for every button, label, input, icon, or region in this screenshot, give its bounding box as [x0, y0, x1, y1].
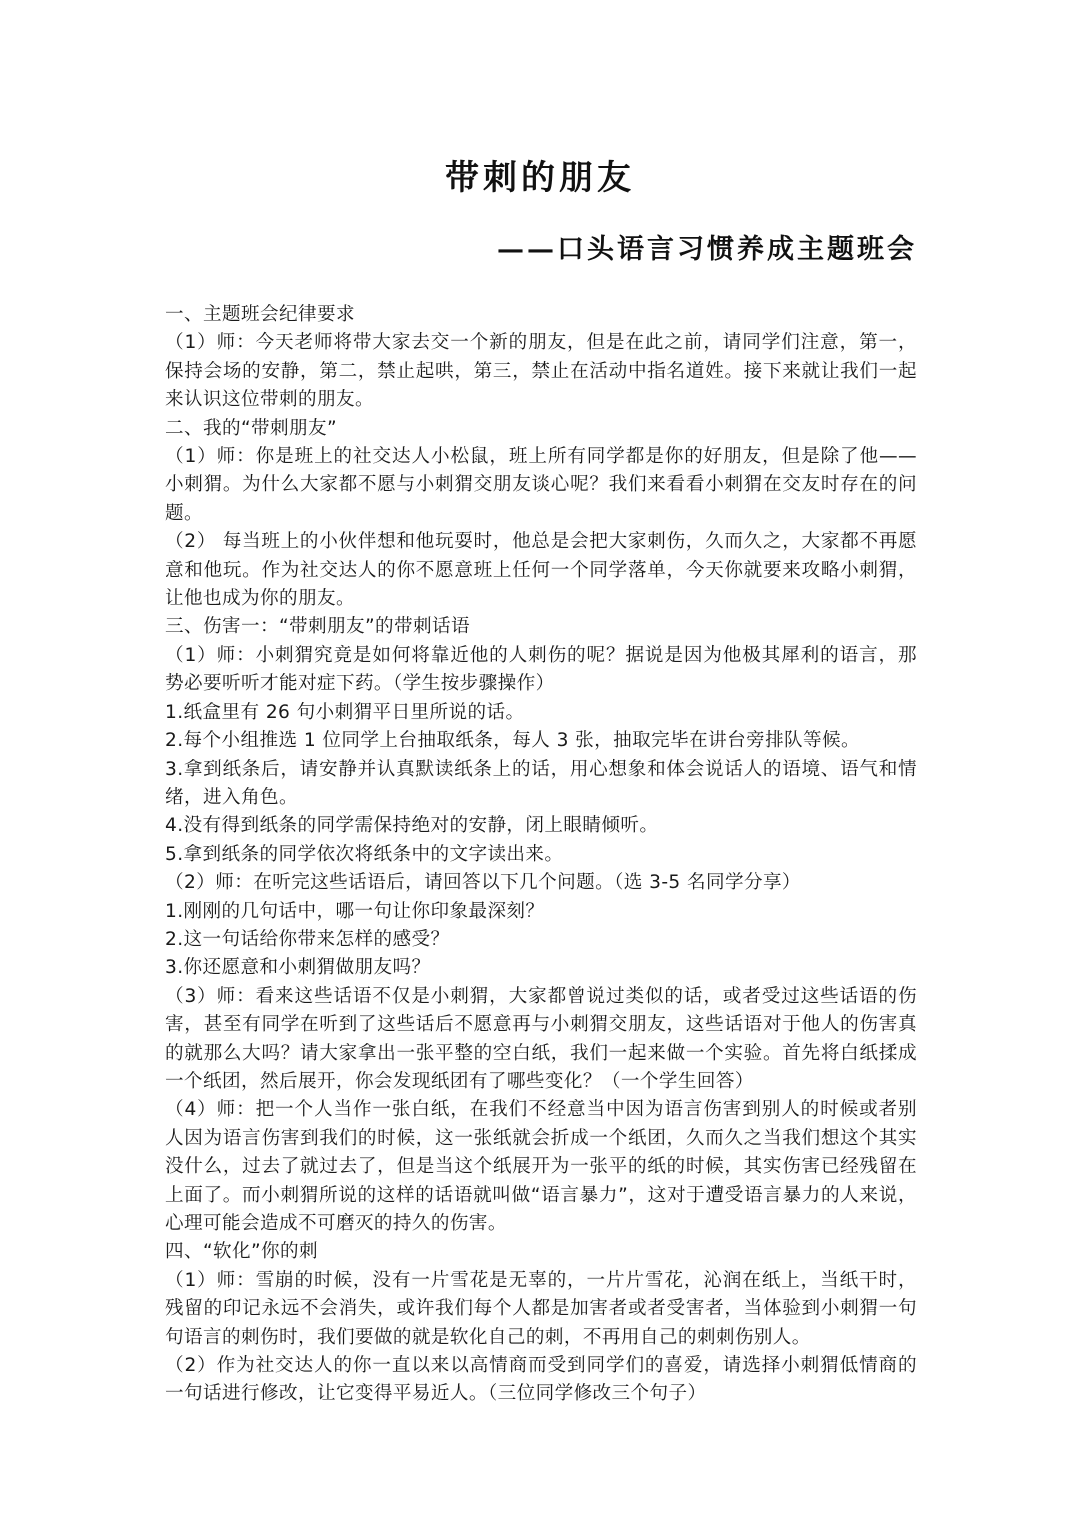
- paragraph: （4）师：把一个人当作一张白纸，在我们不经意当中因为语言伤害到别人的时候或者别人因为语言伤害到我们的时候，这一张纸就会折成一个纸团，久而久之当我们想这个其实没什么，过去了就过去了，但是当这个纸展开为一张平的纸的时候，其实伤害已经残留在上面了。而小刺猬所说的这样的话语就叫做“语言暴力”，这对于遭受语言暴力的人来说，心理可能会造成不可磨灭的持久的伤害。: [165, 1099, 917, 1234]
- list-item: 2.这一句话给你带来怎样的感受？: [165, 928, 450, 950]
- list-item: 2.每个小组推选 1 位同学上台抽取纸条，每人 3 张，抽取完毕在讲台旁排队等候。: [165, 730, 861, 752]
- paragraph: （2） 每当班上的小伙伴想和他玩耍时，他总是会把大家刺伤，久而久之，大家都不再愿意和他玩。作为社交达人的你不愿意班上任何一个同学落单，今天你就要来攻略小刺猬，让他也成为你的朋友。: [165, 531, 917, 610]
- paragraph: （1）师：今天老师将带大家去交一个新的朋友，但是在此之前，请同学们注意，第一，保持会场的安静，第二，禁止起哄，第三，禁止在活动中指名道姓。接下来就让我们一起来认识这位带刺的朋友。: [165, 332, 917, 411]
- list-item: 1.刚刚的几句话中，哪一句让你印象最深刻？: [165, 900, 545, 922]
- paragraph: （1）师：小刺猬究竟是如何将靠近他的人刺伤的呢？据说是因为他极其犀利的语言，那势必要听听才能对症下药。（学生按步骤操作）: [165, 644, 917, 695]
- paragraph: （2）师：在听完这些话语后，请回答以下几个问题。（选 3-5 名同学分享）: [165, 872, 801, 894]
- paragraph: （1）师：你是班上的社交达人小松鼠，班上所有同学都是你的好朋友，但是除了他——小刺猬。为什么大家都不愿与小刺猬交朋友谈心呢？我们来看看小刺猬在交友时存在的问题。: [165, 446, 917, 524]
- document-title: 带刺的朋友: [445, 158, 635, 198]
- paragraph: （1）师：雪崩的时候，没有一片雪花是无辜的，一片片雪花，沁润在纸上，当纸干时，残留的印记永远不会消失，或许我们每个人都是加害者或者受害者，当体验到小刺猬一句句语言的刺伤时，我们要做的就是软化自己的刺，不再用自己的刺刺伤别人。: [165, 1269, 917, 1348]
- paragraph: （2）作为社交达人的你一直以来以高情商而受到同学们的喜爱，请选择小刺猬低情商的一句话进行修改，让它变得平易近人。（三位同学修改三个句子）: [165, 1355, 917, 1405]
- document-body: [165, 301, 917, 1409]
- document-subtitle: ——口头语言习惯养成主题班会: [497, 234, 917, 265]
- section-heading-4: 四、“软化”你的刺: [165, 1241, 319, 1263]
- section-heading-3: 三、伤害一：“带刺朋友”的带刺话语: [165, 616, 470, 638]
- list-item: 3.拿到纸条后，请安静并认真默读纸条上的话，用心想象和体会说话人的语境、语气和情绪，进入角色。: [165, 758, 917, 808]
- section-heading-1: 一、主题班会纪律要求: [165, 304, 355, 325]
- list-item: 3.你还愿意和小刺猬做朋友吗？: [165, 957, 431, 979]
- list-item: 5.拿到纸条的同学依次将纸条中的文字读出来。: [165, 843, 564, 865]
- list-item: 4.没有得到纸条的同学需保持绝对的安静，闭上眼睛倾听。: [165, 815, 659, 837]
- list-item: 1.纸盒里有 26 句小刺猬平日里所说的话。: [165, 701, 525, 723]
- paragraph: （3）师：看来这些话语不仅是小刺猬，大家都曾说过类似的话，或者受过这些话语的伤害，甚至有同学在听到了这些话后不愿意再与小刺猬交朋友，这些话语对于他人的伤害真的就那么大吗？请大家拿出一张平整的空白纸，我们一起来做一个实验。首先将白纸揉成一个纸团，然后展开，你会发现纸团有了哪些变化？（一个学生回答）: [165, 985, 917, 1092]
- section-heading-2: 二、我的“带刺朋友”: [165, 417, 338, 439]
